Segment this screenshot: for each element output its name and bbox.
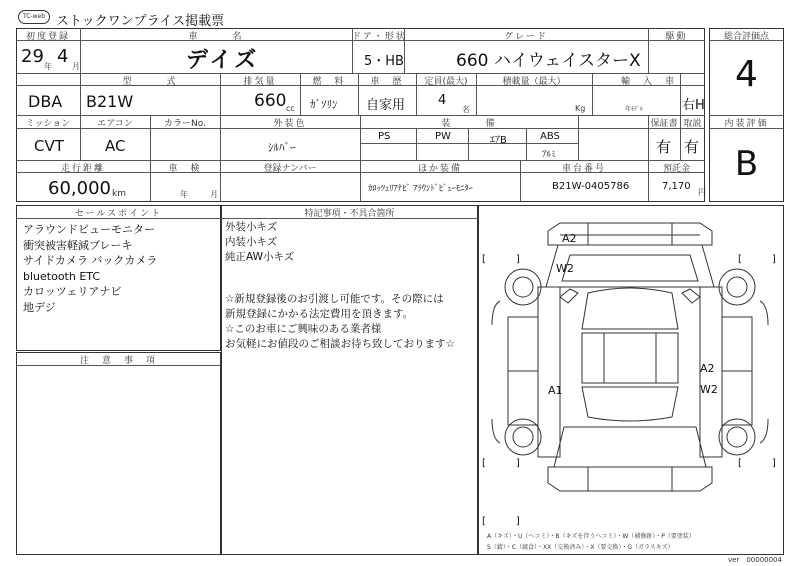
exterior-color: ｼﾙﾊﾞｰ (268, 141, 296, 154)
label-special-notes: 特記事項・不具合箇所 (304, 209, 395, 219)
model-prefix: DBA (28, 92, 63, 111)
capacity: 4 (438, 93, 447, 108)
reg-month: 4 (57, 46, 69, 67)
bracket-mark: [ ] (738, 254, 776, 265)
label-drive: 駆動 (665, 32, 688, 42)
special-note-item: 純正AW小キズ (225, 251, 295, 263)
damage-w2-right: W2 (700, 383, 718, 396)
label-sales-points: セールスポイント (74, 209, 163, 219)
damage-a2-front: A2 (562, 232, 577, 245)
special-note-item: 内装小キズ (225, 236, 278, 248)
document-title: ストックワンプライス掲載票 (56, 14, 225, 29)
notice-line: お気軽にお値段のご相談お待ち致しております☆ (225, 338, 455, 350)
sales-point-item: カロッツェリアナビ (23, 285, 122, 298)
equip-abs: ABS (540, 131, 560, 142)
label-deposit: 預託金 (662, 164, 690, 174)
reg-year: 29 (21, 46, 44, 67)
mission: CVT (34, 137, 64, 155)
model-year-unit: 年ﾓﾃﾞﾙ (625, 106, 644, 113)
car-name: デイズ (186, 48, 260, 73)
label-displacement: 排気量 (243, 77, 277, 87)
label-inspection: 車 検 (168, 164, 202, 174)
equip-pw: PW (435, 131, 451, 142)
history: 自家用 (366, 98, 406, 113)
model: B21W (86, 92, 134, 111)
version-label: ver 00000004 (728, 556, 782, 564)
equip-alumi: ｱﾙﾐ (542, 150, 556, 160)
sales-point-item: アラウンドビューモニター (23, 223, 155, 236)
cc-unit: cc (286, 104, 295, 113)
warranty: 有 (656, 138, 672, 156)
bracket-mark: [ ] (482, 516, 520, 527)
label-model: 型 式 (122, 77, 178, 87)
special-notes-list (225, 220, 294, 265)
bracket-mark: [ ] (482, 458, 520, 469)
bracket-mark: [ ] (738, 458, 776, 469)
notices-list (225, 292, 455, 352)
kg-unit: Kg (575, 104, 586, 113)
notice-line: 新規登録にかかる法定費用を頂きます。 (225, 308, 414, 320)
label-mileage: 走行距離 (60, 164, 105, 174)
equip-airbag: ｴｱB (490, 135, 507, 146)
damage-w2-left: W2 (556, 262, 574, 275)
door-shape: 5・HB (364, 54, 404, 69)
label-other-equipment: ほか装備 (417, 164, 462, 174)
label-grade: グレード (503, 32, 548, 42)
notice-line: ☆このお車にご興味のある業者様 (225, 323, 382, 335)
mileage: 60,000 (48, 178, 111, 199)
year-unit: 年 (44, 62, 52, 71)
sales-point-item: 地デジ (23, 300, 56, 314)
bracket-mark: [ ] (482, 254, 520, 265)
notice-line: ☆新規登録後のお引渡し可能です。その際には (225, 293, 444, 305)
label-first-reg: 初度登録 (25, 32, 70, 42)
displacement: 660 (254, 91, 287, 111)
damage-a2-right: A2 (700, 362, 715, 375)
legend-line: S（錆）・C（腐食）・XX（交換済み）・X（要交換）・G（ガラスキズ） (487, 544, 674, 551)
label-exterior-color: 外装色 (273, 119, 307, 129)
label-warranty: 保証書 (650, 119, 678, 129)
equip-ps: PS (378, 131, 391, 142)
label-caution: 注 意 事 項 (79, 356, 157, 366)
caution-box (16, 352, 221, 555)
label-import: 輸 入 車 (620, 77, 676, 87)
label-car-name: 車 名 (188, 32, 244, 42)
sales-point-item: bluetooth ETC (23, 269, 101, 283)
other-equipment: ｶﾛｯﾂｪﾘｱﾅﾋﾞ ｱﾗｳﾝﾄﾞﾋﾞｭｰﾓﾆﾀｰ (368, 184, 473, 194)
label-load-cap: 積載量（最大） (502, 77, 566, 87)
steering: 右H (682, 98, 705, 113)
inspection-month-unit: 月 (210, 190, 218, 199)
label-capacity: 定員(最大) (424, 77, 468, 87)
legend-line: A（キズ）・U（ヘコミ）・B（キズを伴うヘコミ）・W（補修跡）・P（要塗装） (487, 533, 695, 540)
label-history: 車 歴 (370, 77, 404, 87)
label-fuel: 燃 料 (312, 77, 346, 87)
sales-point-item: サイドカメラ バックカメラ (23, 254, 158, 267)
label-reg-plate: 登録ナンバー (263, 164, 317, 174)
special-note-item: 外装小キズ (225, 221, 278, 233)
deposit: 7,170 (662, 181, 691, 192)
label-equipment: 装 備 (441, 119, 497, 129)
aircon: AC (105, 137, 126, 155)
damage-a1-left: A1 (548, 384, 563, 397)
company-logo: TC-web (18, 10, 50, 24)
chassis-no: B21W-0405786 (552, 181, 630, 192)
label-aircon: エアコン (97, 119, 133, 129)
sales-point-item: 衝突被害軽減ブレーキ (23, 238, 133, 252)
sales-points-list (23, 222, 157, 315)
grade: 660 ハイウェイスターX (456, 51, 641, 71)
label-overall-rating: 総合評価点 (723, 32, 769, 42)
inspection-year-unit: 年 (180, 190, 188, 199)
interior-rating: B (734, 144, 759, 184)
fuel: ｶﾞｿﾘﾝ (310, 98, 338, 111)
km-unit: km (112, 189, 126, 199)
manual: 有 (684, 138, 700, 156)
label-chassis-no: 車台番号 (561, 164, 606, 174)
person-unit: 名 (462, 105, 470, 114)
month-unit: 月 (72, 62, 80, 71)
label-mission: ミッション (25, 119, 71, 129)
yen-unit: 円 (698, 188, 706, 197)
label-door-shape: ドア・形状 (352, 32, 407, 42)
label-manual: 取説 (683, 119, 702, 129)
label-color-no: カラーNo. (164, 119, 206, 129)
label-interior-rating: 内装評価 (724, 119, 769, 129)
overall-rating: 4 (735, 54, 758, 95)
